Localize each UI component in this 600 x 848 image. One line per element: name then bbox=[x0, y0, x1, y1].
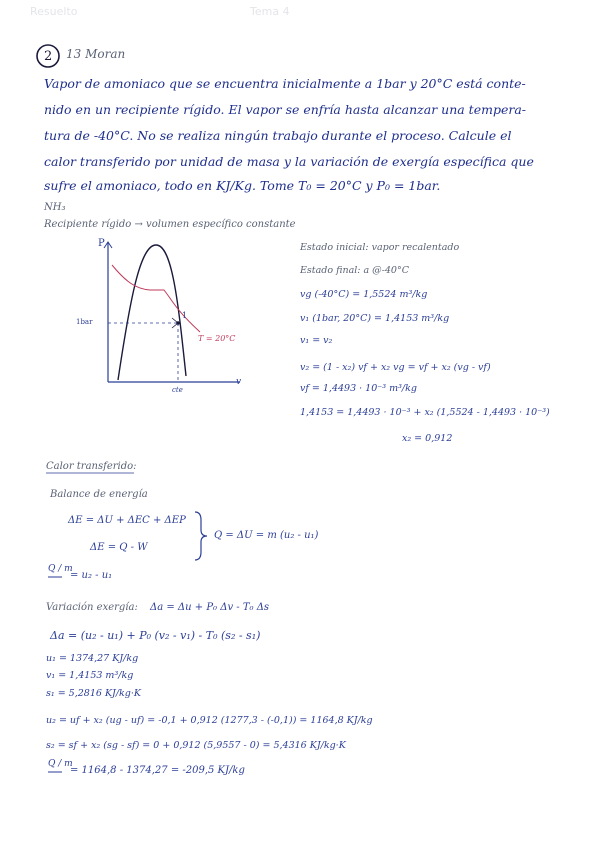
p-axis-label: P bbox=[98, 238, 105, 249]
heat-title: Calor transferido: bbox=[46, 461, 137, 472]
exergy-q-rhs: = 1164,8 - 1374,27 = -209,5 KJ/kg bbox=[70, 765, 245, 776]
s1-value: s₁ = 5,2816 KJ/kg·K bbox=[46, 688, 142, 699]
problem-number: 2 bbox=[44, 49, 53, 64]
problem-source: 13 Moran bbox=[66, 47, 126, 61]
isotherm-label: T = 20°C bbox=[198, 334, 236, 343]
analysis-line-1: Estado inicial: vapor recalentado bbox=[300, 242, 460, 253]
ghost-text-2: Tema 4 bbox=[250, 5, 290, 18]
energy-balance-title: Balance de energía bbox=[50, 489, 148, 500]
isotherm-curve bbox=[112, 265, 200, 332]
statement-line-3: tura de -40°C. No se realiza ningún trabajo durante el proceso. Calcule el bbox=[44, 128, 512, 143]
exergy-expanded: Δa = (u₂ - u₁) + P₀ (v₂ - v₁) - T₀ (s₂ - s₁) bbox=[50, 629, 261, 642]
statement-line-2: nido en un recipiente rígido. El vapor se enfría hasta alcanzar una tempera- bbox=[44, 102, 526, 117]
analysis-line-5: v₁ = v₂ bbox=[300, 335, 333, 346]
ghost-text-1: Resuelto bbox=[30, 5, 78, 18]
s2-value: s₂ = sf + x₂ (sg - sf) = 0 + 0,912 (5,9557 - 0) = 5,4316 KJ/kg·K bbox=[46, 740, 346, 751]
heat-per-mass-rhs: = u₂ - u₁ bbox=[70, 570, 113, 581]
saturation-dome bbox=[118, 245, 186, 380]
equation-brace bbox=[195, 512, 207, 560]
exergy-definition: Δa = Δu + P₀ Δv - T₀ Δs bbox=[150, 602, 270, 613]
pressure-tick-label: 1bar bbox=[76, 318, 93, 326]
statement-line-5: sufre el amoniaco, todo en KJ/Kg. Tome T₀ = 20°C y P₀ = 1bar. bbox=[44, 178, 441, 193]
u1-value: u₁ = 1374,27 KJ/kg bbox=[46, 653, 139, 664]
v1-value: v₁ = 1,4153 m³/kg bbox=[46, 670, 134, 681]
v-tick-label: cte bbox=[172, 386, 183, 394]
heat-per-mass-lhs: Q / m bbox=[48, 564, 73, 574]
energy-eq-2: ΔE = Q - W bbox=[90, 542, 148, 553]
analysis-line-3: vg (-40°C) = 1,5524 m³/kg bbox=[300, 289, 428, 300]
quality-result: x₂ = 0,912 bbox=[402, 433, 453, 444]
analysis-line-7: vf = 1,4493 · 10⁻³ m³/kg bbox=[300, 383, 417, 394]
energy-eq-1: ΔE = ΔU + ΔEC + ΔEP bbox=[68, 515, 186, 526]
analysis-line-8: 1,4153 = 1,4493 · 10⁻³ + x₂ (1,5524 - 1,4493 · 10⁻³) bbox=[300, 407, 550, 418]
analysis-line-4: v₁ (1bar, 20°C) = 1,4153 m³/kg bbox=[300, 313, 450, 324]
substance-label: NH₃ bbox=[44, 202, 66, 213]
statement-line-1: Vapor de amoniaco que se encuentra inicialmente a 1bar y 20°C está conte- bbox=[44, 76, 526, 91]
statement-line-4: calor transferido por unidad de masa y la variación de exergía específica que bbox=[44, 154, 534, 169]
heat-result: Q = ΔU = m (u₂ - u₁) bbox=[214, 530, 319, 541]
rigid-container-note: Recipiente rígido → volumen específico constante bbox=[44, 219, 296, 230]
state-1-label: 1 bbox=[182, 311, 188, 320]
analysis-line-2: Estado final: a @-40°C bbox=[300, 265, 409, 276]
analysis-line-6: v₂ = (1 - x₂) vf + x₂ vg = vf + x₂ (vg - vf) bbox=[300, 362, 491, 373]
u2-value: u₂ = uf + x₂ (ug - uf) = -0,1 + 0,912 (1277,3 - (-0,1)) = 1164,8 KJ/kg bbox=[46, 715, 373, 726]
v-axis-label: v bbox=[236, 377, 242, 387]
exergy-q-lhs: Q / m bbox=[48, 759, 73, 769]
exergy-title: Variación exergía: bbox=[46, 602, 138, 613]
pv-diagram bbox=[104, 242, 240, 382]
